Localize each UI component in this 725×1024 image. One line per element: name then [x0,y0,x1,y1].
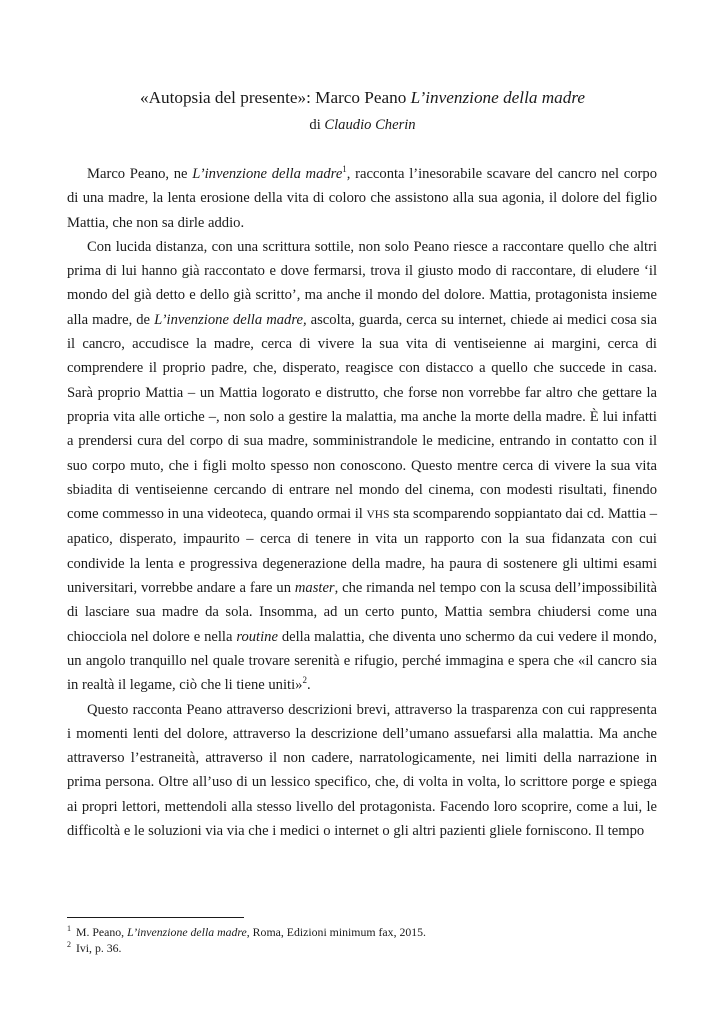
text-run: M. Peano, [73,925,128,939]
byline-prefix: di [309,117,325,133]
text-run: Ivi, p. 36. [73,940,122,955]
paragraph-3 [67,698,657,844]
text-run: sta scomparendo soppiantato dai cd. Mattia – apatico, disperato, impaurito – cerca di tenere in vita un rapporto con la sua fidanzata con cui condivide la lenta e progressiva degenerazione della madre, ha paura di sostenere gli ultimi esami universitari, vorrebbe andare a fare un [67,506,657,597]
small-caps-vhs: VHS [366,509,390,522]
text-run: . [306,677,311,694]
footnote-1 [67,925,657,941]
footnote-2 [67,941,657,957]
footnote-mark: 2 [67,939,71,949]
paragraph-2 [67,235,657,698]
article-body [67,162,657,843]
footnotes [67,925,657,956]
book-title-italic: L’invenzione della madre [127,925,247,939]
text-run: Questo racconta Peano attraverso descrizioni brevi, attraverso la trasparenza con cui rappresenta i momenti lenti del dolore, attraverso la descrizione dell’umano assuefarsi alla malattia. Ma anche attraverso l’estraneità, attraverso il non cadere, narratologicamente, nei limiti della narrazione in prima persona. Oltre all’uso di un lessico specifico, che, di volta in volta, lo scrittore porge e spiega ai propri lettori, mettendoli alla stesso livello del protagonista. Facendo loro scoprire, come a lui, le difficoltà e le soluzioni via via che i medici o internet o gli altri pazienti gliele forniscono. Il tempo [67,701,657,840]
byline-author: Claudio Cherin [324,117,416,133]
text-run: ascolta, guarda, cerca su internet, chiede ai medici cosa sia il cancro, accudisce la madre, cerca di vivere la sua vita di ventiseienne ai margini, cerca di comprendere il proprio padre, che, disperato, reagisce con distacco a quello che succede in casa. Sarà proprio Mattia – un Mattia logorato e distrutto, che forse non vorrebbe far altro che gettare la propria vita alle ortiche –, non solo a gestire la malattia, ma anche la morte della madre. È lui infatti a prendersi cura del corpo di sua madre, somministrandole le medicine, entrando in contatto con il suo corpo muto, che i figli molto spesso non conoscono. Questo mentre cerca di vivere la sua vita sbiadita di ventiseienne cercando di entrare nel mondo del cinema, con modesti risultati, finendo come commesso in una videoteca, quando ormai il [67,311,657,523]
title-text: «Autopsia del presente»: Marco Peano [139,88,411,107]
italic-word: routine [236,628,278,645]
footnote-mark: 1 [67,924,71,934]
text-run: della malattia, che diventa uno schermo da cui vedere il mondo, un angolo tranquillo nel quale trovare serenità e rifugio, perché immagina e spera che «il cancro sia in realtà il legame, ciò che li tiene uniti» [67,628,657,694]
book-title-italic: L’invenzione della madre, [154,311,307,328]
book-title-italic: L’invenzione della madre [192,166,343,182]
italic-word: master [294,580,335,597]
footnote-separator [67,917,244,918]
footnote-ref[interactable]: 1 [342,164,347,175]
text-run: , racconta l’inesorabile scavare del cancro nel corpo di una madre, la lenta erosione della vita di coloro che assistono alla sua agonia, il dolore del figlio Mattia, che non sa dirle addio. [67,166,657,231]
paragraph-1 [67,162,657,235]
text-run: , Roma, Edizioni minimum fax, 2015. [246,925,427,939]
byline [0,115,725,135]
footnote-ref[interactable]: 2 [302,675,307,686]
title-book-italic: L’invenzione della madre [410,88,586,107]
article-title [0,86,725,110]
text-run: , che rimanda nel tempo con la scusa dell’impossibilità di lasciare sua madre da sola. Insomma, ad un certo punto, Mattia sembra chiudersi come una chiocciola nel dolore e nella [67,580,658,645]
text-run: Marco Peano, ne [87,166,193,182]
text-run: Con lucida distanza, con una scrittura sottile, non solo Peano riesce a raccontare quello che altri prima di lui hanno già raccontato e dove fermarsi, trova il giusto modo di raccontare, di eludere ‘il mondo del già detto e dello già scritto’, ma anche il mondo del dolore. Mattia, protagonista insieme alla madre, de [67,238,657,328]
